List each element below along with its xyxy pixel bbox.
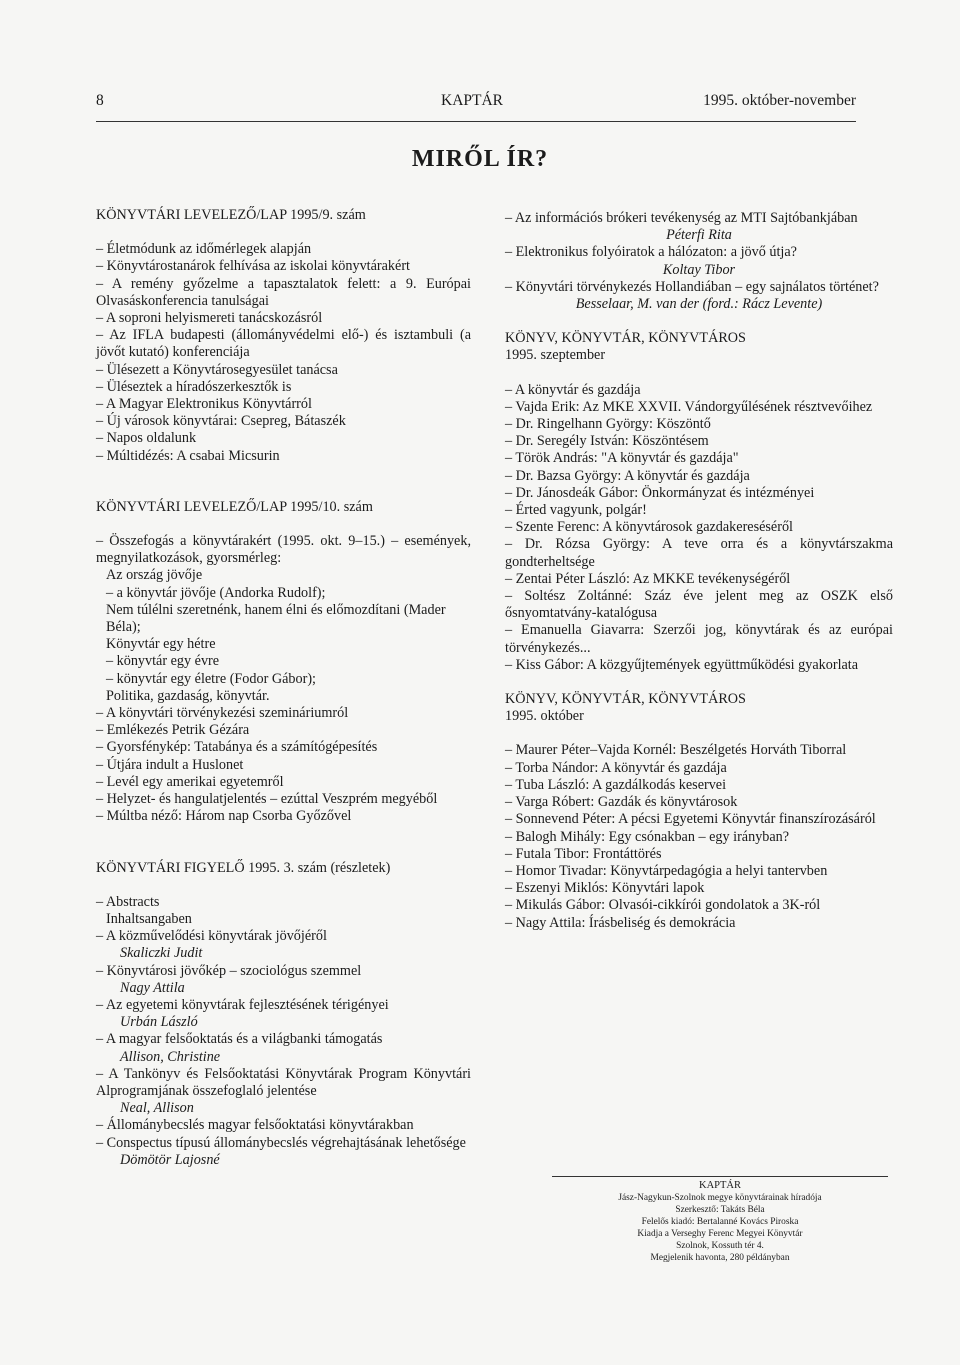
list-item: – Torba Nándor: A könyvtár és gazdája — [505, 759, 727, 776]
list-item: – Kiss Gábor: A közgyűjtemények együttműködési gyakorlata — [505, 656, 859, 673]
list-item: – Új városok könyvtárai: Csepreg, Bátaszék — [96, 413, 346, 430]
author-name: Koltay Tibor — [662, 261, 736, 278]
section-heading: KÖNYV, KÖNYVTÁR, KÖNYVTÁROS — [505, 330, 746, 347]
page-header — [96, 92, 856, 116]
list-item: – Állománybecslés magyar felsőoktatási könyvtárakban — [96, 1117, 414, 1134]
author-name: Péterfi Rita — [666, 227, 732, 244]
list-item: – Conspectus típusú állománybecslés végrehajtásának lehetősége — [96, 1134, 466, 1151]
issue-date: 1995. október-november — [703, 92, 856, 109]
list-item: Inhaltsangaben — [106, 910, 192, 927]
list-item: Politika, gazdaság, könyvtár. — [106, 687, 270, 704]
list-item: – Gyorsfénykép: Tatabánya és a számítógépesítés — [96, 739, 378, 756]
list-item: – Könyvtárosi jövőkép – szociológus szemmel — [96, 962, 362, 979]
section-heading: KÖNYVTÁRI LEVELEZŐ/LAP 1995/9. szám — [96, 207, 366, 223]
list-item: – Zentai Péter László: Az MKKE tevékenységéről — [505, 570, 791, 587]
list-item: – Maurer Péter–Vajda Kornél: Beszélgetés Horváth Tiborral — [505, 742, 847, 759]
list-item: – A soproni helyismereti tanácskozásról — [96, 310, 323, 327]
right-column — [505, 210, 893, 932]
list-item: – A könyvtár és gazdája — [505, 381, 641, 398]
section-heading: KÖNYVTÁRI FIGYELŐ 1995. 3. szám (részletek) — [96, 859, 391, 876]
list-item: Nem túlélni szeretnénk, hanem élni és előmozdítani (Mader Béla); — [106, 601, 446, 636]
colophon-line: Felelős kiadó: Bertalanné Kovács Piroska — [641, 1217, 799, 1227]
author-name: Allison, Christine — [120, 1048, 221, 1065]
list-item: – Napos oldalunk — [96, 430, 197, 447]
colophon-line: Szerkesztő: Takáts Béla — [675, 1205, 765, 1215]
section-heading: KÖNYV, KÖNYVTÁR, KÖNYVTÁROS — [505, 691, 746, 708]
list-item: – Vajda Erik: Az MKE XXVII. Vándorgyűlésének résztvevőihez — [505, 398, 873, 415]
list-item: – Abstracts — [96, 893, 160, 910]
list-item: – Mikulás Gábor: Olvasói-cikkírói gondolatok a 3K-ról — [505, 897, 821, 914]
colophon-line: Szolnok, Kossuth tér 4. — [676, 1241, 764, 1251]
list-item: – Varga Róbert: Gazdák és könyvtárosok — [505, 794, 738, 811]
list-item: – A Magyar Elektronikus Könyvtárról — [96, 396, 312, 413]
author-name: Skaliczki Judit — [120, 945, 203, 962]
list-item: – Nagy Attila: Írásbeliség és demokrácia — [505, 914, 736, 931]
list-item: – könyvtár egy évre — [106, 653, 220, 670]
list-item: – Életmódunk az időmérlegek alapján — [96, 241, 312, 258]
page-title: MIRŐL ÍR? — [411, 146, 549, 172]
left-column — [96, 207, 471, 1169]
list-item: – Balogh Mihály: Egy csónakban – egy irányban? — [505, 828, 790, 845]
list-item: – Dr. Bazsa György: A könyvtár és gazdája — [505, 467, 750, 484]
list-item: – Tuba László: A gazdálkodás keservei — [505, 776, 727, 793]
author-name: Dömötör Lajosné — [120, 1151, 220, 1168]
list-item: – Érted vagyunk, polgár! — [505, 502, 647, 519]
list-item: – Üléseztek a híradószerkesztők is — [96, 378, 292, 395]
colophon-line: Megjelenik havonta, 280 példányban — [650, 1253, 790, 1263]
list-item: – A magyar felsőoktatás és a világbanki támogatás — [96, 1031, 383, 1048]
list-item: – könyvtár egy életre (Fodor Gábor); — [106, 670, 316, 687]
section-date: 1995. október — [505, 708, 584, 725]
list-item: – Múltidézés: A csabai Micsurin — [96, 447, 280, 464]
section-heading: KÖNYVTÁRI LEVELEZŐ/LAP 1995/10. szám — [96, 498, 373, 515]
colophon-title: KAPTÁR — [698, 1180, 741, 1191]
list-item: – Eszenyi Miklós: Könyvtári lapok — [505, 880, 705, 897]
list-item: – Könyvtári törvénykezés Hollandiában – egy sajnálatos történet? — [505, 278, 879, 295]
list-item: – Elektronikus folyóiratok a hálózaton: a jövő útja? — [505, 244, 797, 261]
page-number: 8 — [96, 92, 104, 109]
author-name: Besselaar, M. van der (ford.: Rácz Levente) — [575, 296, 823, 313]
list-item: – Helyzet- és hangulatjelentés – ezúttal Veszprém megyéből — [96, 791, 438, 808]
author-name: Nagy Attila — [120, 979, 185, 996]
section-date: 1995. szeptember — [505, 347, 606, 364]
list-item: Az ország jövője — [106, 567, 203, 584]
author-name: Neal, Allison — [120, 1100, 194, 1117]
list-item: – A közművelődési könyvtárak jövőjéről — [96, 928, 327, 945]
header-rule — [96, 121, 856, 122]
list-item: – Dr. Jánosdeák Gábor: Önkormányzat és intézményei — [505, 484, 815, 501]
list-item: – Az IFLA budapesti (állományvédelmi elő-) és isztambuli (a jövőt kutató) konferenciája — [96, 327, 471, 361]
list-item: – a könyvtár jövője (Andorka Rudolf); — [106, 584, 326, 601]
list-item: – Szente Ferenc: A könyvtárosok gazdakereséséről — [505, 519, 793, 536]
list-item: – Az egyetemi könyvtárak fejlesztésének térigényei — [96, 996, 389, 1013]
list-item: – Levél egy amerikai egyetemről — [96, 773, 284, 790]
list-item: – Dr. Ringelhann György: Köszöntő — [505, 416, 711, 433]
list-item: – Útjára indult a Huslonet — [96, 756, 244, 773]
list-item: – Az információs brókeri tevékenység az MTI Sajtóbankjában — [505, 210, 858, 226]
list-item: – Múltba néző: Három nap Csorba Győzővel — [96, 808, 352, 825]
list-item: – A remény győzelme a tapasztalatok felett: a 9. Európai Olvasáskonferencia tanulságai — [96, 275, 471, 309]
list-item: – Dr. Seregély István: Köszöntésem — [505, 433, 709, 450]
list-item: – Összefogás a könyvtárakért (1995. okt. 9–15.) – események, megnyilatkozások, gyorsmérleg: — [96, 533, 471, 567]
list-item: Könyvtár egy hétre — [106, 636, 216, 653]
journal-name: KAPTÁR — [441, 92, 504, 109]
list-item: – A könyvtári törvénykezési szemináriumról — [96, 705, 349, 722]
colophon-rule — [552, 1176, 888, 1177]
list-item: – Könyvtárostanárok felhívása az iskolai könyvtárakért — [96, 258, 410, 275]
list-item: – Emanuella Giavarra: Szerzői jog, könyvtárak és az európai törvénykezés... — [505, 622, 893, 656]
list-item: – Emlékezés Petrik Gézára — [96, 722, 250, 739]
colophon-line: Kiadja a Verseghy Ferenc Megyei Könyvtár — [637, 1229, 803, 1239]
colophon-line: Jász-Nagykun-Szolnok megye könyvtárainak híradója — [618, 1193, 822, 1203]
list-item: – Török András: "A könyvtár és gazdája" — [505, 450, 739, 467]
list-item: – Dr. Rózsa György: A teve orra és a könyvtárszakma gondterheltsége — [505, 536, 893, 570]
list-item: – Soltész Zoltánné: Száz éve jelent meg az OSZK első ősnyomtatvány-katalógusa — [505, 588, 893, 622]
colophon — [540, 1176, 900, 1264]
list-item: – Homor Tivadar: Könyvtárpedagógia a helyi tantervben — [505, 862, 828, 879]
list-item: – A Tankönyv és Felsőoktatási Könyvtárak Program Könyvtári Alprogramjának összefoglaló jelentése — [96, 1065, 471, 1099]
list-item: – Ülésezett a Könyvtárosegyesület tanácsa — [96, 361, 338, 378]
list-item: – Futala Tibor: Frontáttörés — [505, 845, 662, 862]
author-name: Urbán László — [120, 1014, 198, 1031]
list-item: – Sonnevend Péter: A pécsi Egyetemi Könyvtár finanszírozásáról — [505, 811, 876, 828]
